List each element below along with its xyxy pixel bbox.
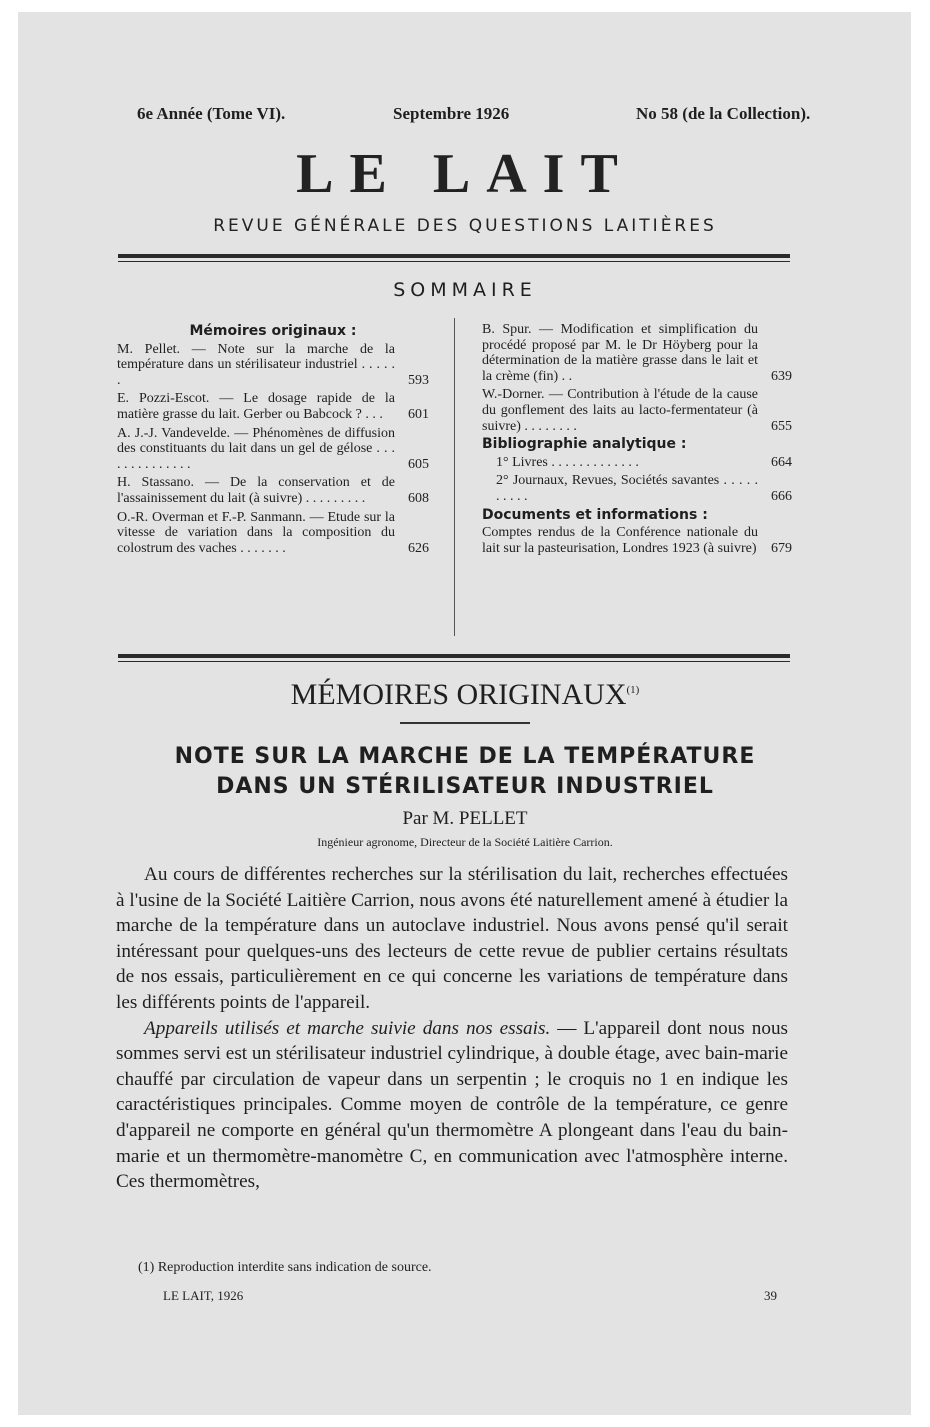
paragraph: Au cours de différentes recherches sur la stérilisation du lait, recherches effectuées à l'usine de la Société Laitière Carrion, nous avons été naturellement amené à étudier la marche de la température dans un autoclave industriel. Nous avons pensé qu'il serait intéressant pour quelques-uns des lecteurs de cette revue de publier certains résultats de nos essais, particulièrement en ce qui concerne les variations de température dans les différents points de l'appareil. (116, 864, 788, 1013)
contents-entry[interactable]: A. J.-J. Vandevelde. — Phénomènes de diffusion des constituants du lait dans un gel de gélose . . . . . . . . . . . . . . 605 (117, 425, 429, 472)
contents-entry[interactable]: W.-Dorner. — Contribution à l'étude de la cause du gonflement des laits au lacto-fermentateur (à suivre) . . . . . . . . 655 (482, 387, 792, 434)
article-author: Par M. PELLET (402, 808, 528, 829)
contents-heading: SOMMAIRE (393, 279, 537, 301)
journal-title: LE LAIT (296, 143, 634, 205)
volume-info: 6e Année (Tome VI). (137, 104, 286, 123)
contents-entry[interactable]: H. Stassano. — De la conservation et de l'assainissement du lait (à suivre) . . . . . . . . . 608 (117, 475, 429, 506)
article-title-line-1: NOTE SUR LA MARCHE DE LA TEMPÉRATURE (174, 744, 756, 769)
contents-entry[interactable]: 1° Livres . . . . . . . . . . . . . 664 (496, 454, 792, 470)
section-rule (400, 722, 530, 724)
author-affiliation: Ingénieur agronome, Directeur de la Société Laitière Carrion. (317, 835, 613, 849)
footnote-marker: (1) (626, 684, 640, 696)
contents-entry[interactable]: E. Pozzi-Escot. — Le dosage rapide de la matière grasse du lait. Gerber ou Babcock ? . . . 601 (117, 391, 429, 422)
section-title: MÉMOIRES ORIGINAUX$^{(1)}$ (290, 678, 640, 711)
section-documents: Documents et informations : (482, 506, 708, 523)
article-title-line-2: DANS UN STÉRILISATEUR INDUSTRIEL (216, 774, 714, 799)
page-number: 39 (764, 1288, 777, 1303)
contents-entry[interactable]: O.-R. Overman et F.-P. Sanmann. — Etude sur la vitesse de variation dans la composition du colostrum des vaches . . . . . . . 626 (117, 509, 429, 556)
footnote: (1) Reproduction interdite sans indication de source. (138, 1260, 432, 1275)
top-rule-thin (118, 261, 790, 262)
paragraph: Appareils utilisés et marche suivie dans nos essais. — L'appareil dont nous nous sommes servi est un stérilisateur industriel cylindrique, à double étage, avec bain-marie chauffé par circulation de vapeur dans un serpentin ; le croquis no 1 en indique les caractéristiques principales. Comme moyen de contrôle de la température, ce genre d'appareil ne comporte en général qu'un thermomètre A plongeant dans l'eau du bain-marie et un thermomètre-manomètre C, en communication avec l'atmosphère interne. Ces thermomètres, (116, 1017, 789, 1193)
running-footer: LE LAIT, 1926 (163, 1288, 244, 1303)
paragraph-lead: Appareils utilisés et marche suivie dans nos essais. (144, 1017, 551, 1039)
contents-bottom-rule-thin (118, 661, 790, 662)
contents-entry[interactable]: 2° Journaux, Revues, Sociétés savantes . . . . . . . . . . 666 (496, 473, 792, 504)
section-memoires: Mémoires originaux : (189, 323, 357, 339)
contents-left-column (117, 322, 429, 559)
contents-entry[interactable]: B. Spur. — Modification et simplification du procédé proposé par M. le Dr Höyberg pour la détermination de la matière grasse dans le lait et la crème (fin) . . 639 (482, 322, 792, 384)
contents-right-column (482, 322, 792, 559)
column-divider (454, 318, 455, 636)
section-bibliographie: Bibliographie analytique : (482, 436, 687, 453)
top-rule (118, 254, 790, 258)
issue-date: Septembre 1926 (393, 104, 510, 123)
contents-bottom-rule (118, 654, 790, 658)
journal-subtitle: REVUE GÉNÉRALE DES QUESTIONS LAITIÈRES (213, 216, 717, 236)
article-body (116, 862, 788, 1195)
issue-number: No 58 (de la Collection). (636, 104, 811, 123)
contents-entry[interactable]: Comptes rendus de la Conférence nationale du lait sur la pasteurisation, Londres 1923 (à suivre) 679 (482, 525, 792, 556)
contents-entry[interactable]: M. Pellet. — Note sur la marche de la température dans un stérilisateur industriel . . . . . . 593 (117, 341, 429, 388)
